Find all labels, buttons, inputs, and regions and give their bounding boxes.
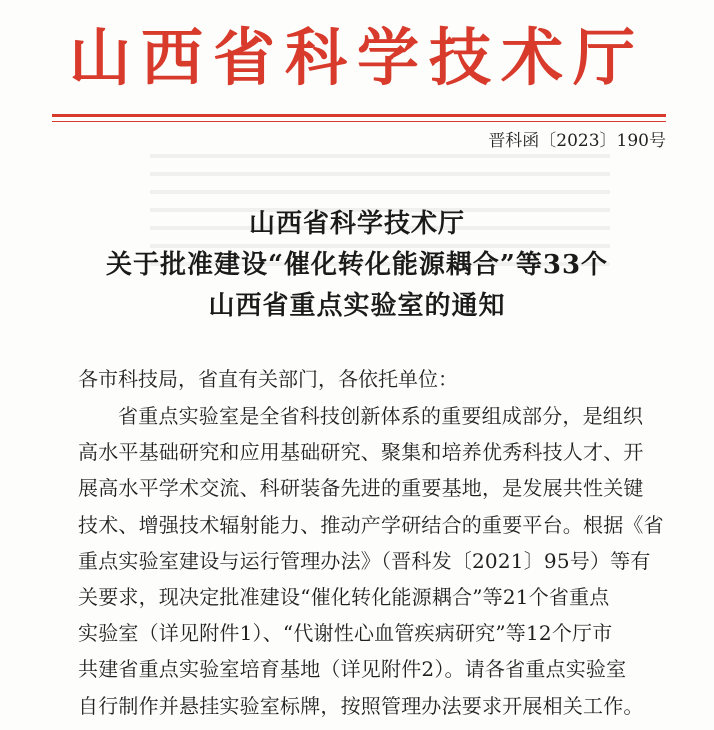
body-line: 实验室（详见附件1）、“代谢性心血管疾病研究”等12个厅市 bbox=[78, 621, 613, 646]
document-number: 晋科函〔2023〕190号 bbox=[488, 131, 666, 151]
notice-title-line: 山西省科学技术厅 bbox=[248, 209, 465, 239]
notice-title bbox=[0, 204, 714, 327]
header-rule-thin bbox=[52, 121, 666, 122]
body-line: 技术、增强技术辐射能力、推动产学研结合的重要平台。根据《省 bbox=[78, 512, 664, 537]
body-line: 展高水平学术交流、科研装备先进的重要基地，是发展共性关键 bbox=[78, 476, 644, 501]
body-line: 共建省重点实验室培育基地（详见附件2）。请各省重点实验室 bbox=[78, 657, 627, 682]
body-line: 重点实验室建设与运行管理办法》（晋科发〔2021〕95号）等有 bbox=[78, 548, 651, 573]
body-paragraph bbox=[78, 398, 678, 724]
body-line: 省重点实验室是全省科技创新体系的重要组成部分，是组织 bbox=[118, 404, 644, 428]
notice-title-line: 关于批准建设“催化转化能源耦合”等33个 bbox=[105, 250, 609, 280]
body-line: 自行制作并悬挂实验室标牌，按照管理办法要求开展相关工作。 bbox=[78, 693, 644, 718]
issuer-header: 山西省科学技术厅 bbox=[68, 21, 645, 94]
body-line: 高水平基础研究和应用基础研究、聚集和培养优秀科技人才、开 bbox=[78, 440, 644, 465]
header-rule-thick bbox=[52, 114, 666, 117]
notice-title-line: 山西省重点实验室的通知 bbox=[208, 291, 506, 321]
body-line: 关要求，现决定批准建设“催化转化能源耦合”等21个省重点 bbox=[78, 585, 610, 610]
salutation: 各市科技局，省直有关部门，各依托单位： bbox=[78, 367, 458, 391]
